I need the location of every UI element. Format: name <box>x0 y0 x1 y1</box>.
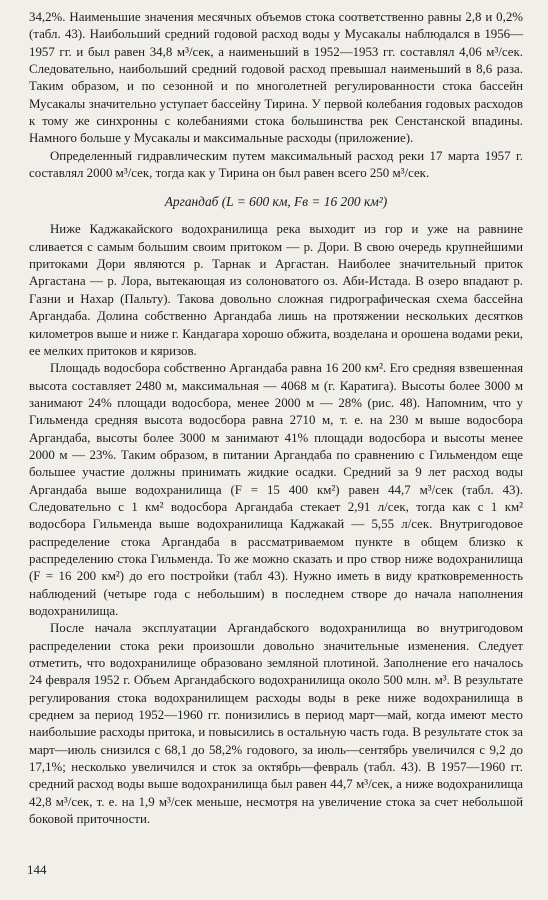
paragraph-4: Площадь водосбора собственно Аргандаба равна 16 200 км². Его средняя взвешенная высота составляет 2480 м, максимальная — 4068 м (г. Каратига). Высоты более 3000 м занимают 24% площади водосбора, менее 2000 м — 28% (рис. 48). Напомним, что у Гильменда средняя высота водосбора равна 2710 м, т. е. на 230 м выше водосбора Аргандаба, высоты более 3000 м занимают 41% площади водосбора и высоты менее 2000 м — 23%. Таким образом, в питании Аргандаба по сравнению с Гильмендом еще большее участие должны принимать жидкие осадки. Средний за 9 лет расход воды Аргандаба выше водохранилища (F = 15 400 км²) равен 44,7 м³/сек (табл. 43). Следовательно с 1 км² водосбора Аргандаба стекает 2,91 л/сек, тогда как с 1 км² водосбора Гильменда выше водохранилища Каджакай — 5,55 л/сек. Внутригодовое распределение стока Аргандаба в рассматриваемом пункте в общем близко к распределению стока Гильменда. То же можно сказать и про створ ниже водохранилища (F = 16 200 км²) до его постройки (табл 43). Нужно иметь в виду кратковременность наблюдений (четыре года с небольшим) в последнем створе до начала наполнения водохранилища. <box>29 361 523 618</box>
paragraph-1: 34,2%. Наименьшие значения месячных объемов стока соответственно равны 2,8 и 0,2% (табл. 43). Наибольший средний годовой расход воды у Мусакалы наблюдался в 1956—1957 гг. и был равен 34,8 м³/сек, а наименьший в 1952—1953 гг. составлял 4,06 м³/сек. Следовательно, наибольший средний годовой расход превышал наименьший в 8,6 раза. Таким образом, и по сезонной и по многолетней регулированности стока бассейн Мусакалы значительно уступает бассейну Тирина. У первой колебания годовых расходов к тому же синхронны с колебаниями стока большинства рек Сенстанской впадины. Намного больше у Мусакалы и максимальные расходы (приложение). <box>29 10 523 146</box>
paragraph-5: После начала эксплуатации Аргандабского водохранилища во внутригодовом распределении стока реки произошли довольно значительные изменения. Следует отметить, что водохранилище образовано земляной плотиной. Заполнение его началось 24 февраля 1952 г. Объем Аргандабского водохранилища около 500 млн. м³. В результате регулирования стока водохранилищем расходы воды в реке ниже водохранилища в среднем за период 1952—1960 гг. понизились в период март—май, когда имеют место наибольшие расходы притока, и повысились в остальную часть года. В результате сток за март—июль снизился с 68,1 до 58,2% годового, за июль—сентябрь увеличился с 9,2 до 17,1%; несколько увеличился и сток за октябрь—февраль (табл. 43). В 1957—1960 гг. средний расход воды выше водохранилища был равен 44,7 м³/сек, а ниже водохранилища 42,8 м³/сек, т. е. на 1,9 м³/сек меньше, несмотря на увеличение стока за счет небольшой боковой приточности. <box>29 621 523 827</box>
page-number: 144 <box>27 862 47 877</box>
section-heading: Аргандаб (L = 600 км, Fв = 16 200 км²) <box>164 194 388 210</box>
paragraph-2: Определенный гидравлическим путем максимальный расход реки 17 марта 1957 г. составлял 2000 м³/сек, тогда как у Тирина он был равен всего 250 м³/сек. <box>29 148 523 181</box>
paragraph-3: Ниже Каджакайского водохранилища река выходит из гор и уже на равнине сливается с самым большим своим притоком — р. Дори. В свою очередь крупнейшими притоками Дори являются р. Тарнак и Аргастан. Наиболее значительный приток Аргастана — р. Лора, вытекающая из солоноватого оз. Аби-Истада. В озеро впадают р. Газни и Нахар (Пальту). Такова довольно сложная гидрографическая схема бассейна Аргандаба. Долина собственно Аргандаба лишь на протяжении нескольких десятков километров выше и ниже г. Кандагара хорошо обжита, возделана и орошена водами реки, ее мелких притоков и кяризов. <box>29 222 523 358</box>
